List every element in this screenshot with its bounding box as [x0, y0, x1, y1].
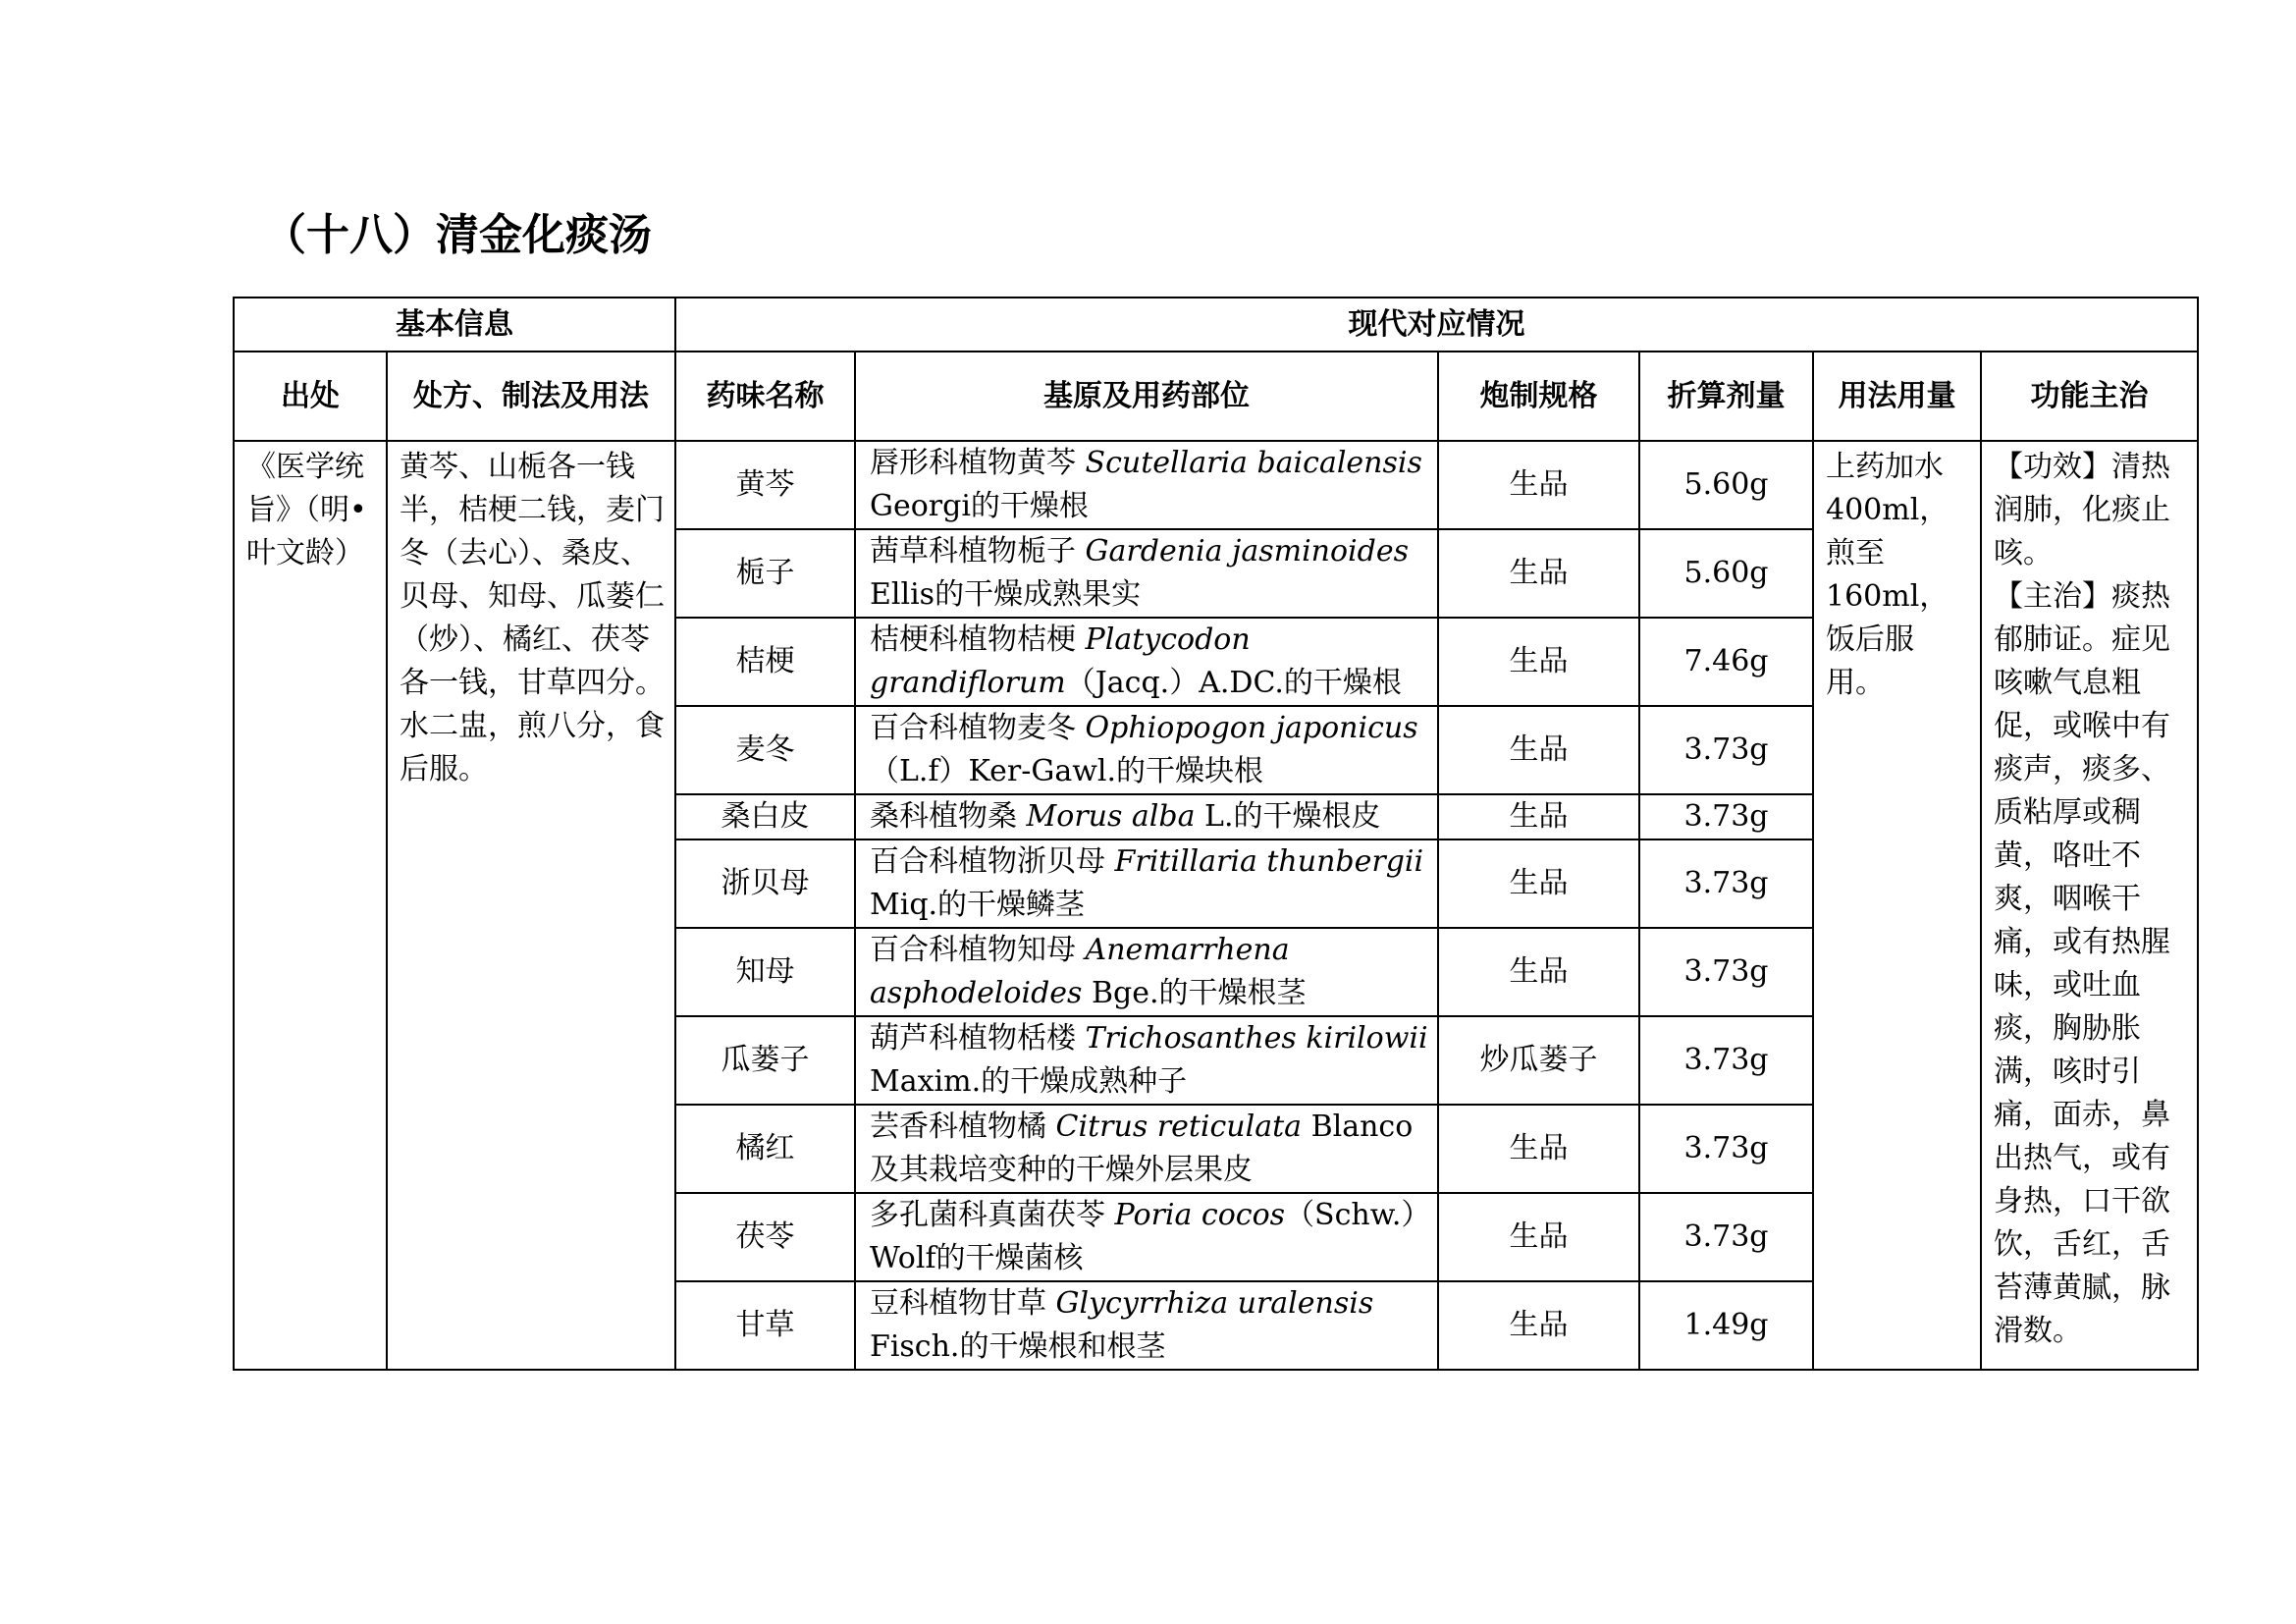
processing-cell: 炒瓜蒌子 [1438, 1016, 1639, 1105]
origin-plant: 葫芦科植物栝楼 [870, 1021, 1086, 1056]
origin-plant: 豆科植物甘草 [870, 1286, 1056, 1321]
col-header-usage: 用法用量 [1813, 352, 1981, 441]
prescription-cell [387, 441, 675, 1370]
processing-cell: 生品 [1438, 618, 1639, 706]
dosage-cell: 3.73g [1639, 706, 1813, 794]
prescription-paragraph: 水二盅，煎八分，食后服。 [400, 709, 665, 786]
column-header-row [234, 352, 2198, 441]
herb-name-cell: 知母 [675, 928, 855, 1016]
origin-plant: 芸香科植物橘 [870, 1110, 1056, 1144]
processing-cell: 生品 [1438, 706, 1639, 794]
latin-name: Scutellaria baicalensis [1085, 446, 1422, 480]
herb-name-cell: 瓜蒌子 [675, 1016, 855, 1105]
prescription-table [233, 297, 2199, 1371]
origin-part: L.的干燥根皮 [1195, 799, 1381, 834]
processing-cell: 生品 [1438, 1105, 1639, 1193]
latin-name: Morus alba [1026, 799, 1196, 834]
dosage-cell: 7.46g [1639, 618, 1813, 706]
dosage-cell: 3.73g [1639, 839, 1813, 928]
dosage-cell: 5.60g [1639, 529, 1813, 618]
dosage-cell: 1.49g [1639, 1281, 1813, 1370]
origin-cell [855, 1193, 1438, 1281]
origin-part: Georgi的干燥根 [870, 489, 1089, 523]
latin-name: Citrus reticulata [1055, 1110, 1303, 1144]
origin-cell [855, 839, 1438, 928]
col-header-prescription: 处方、制法及用法 [387, 352, 675, 441]
usage-cell: 上药加水400ml，煎至160ml，饭后服用。 [1813, 441, 1981, 1370]
group-header-row [234, 298, 2198, 352]
section-title: （十八）清金化痰汤 [263, 210, 652, 260]
origin-cell [855, 618, 1438, 706]
origin-cell [855, 928, 1438, 1016]
processing-cell: 生品 [1438, 839, 1639, 928]
origin-part: Fisch.的干燥根和根茎 [870, 1329, 1166, 1364]
latin-name: Poria cocos [1114, 1198, 1286, 1232]
col-header-dosage: 折算剂量 [1639, 352, 1813, 441]
dosage-cell: 3.73g [1639, 1105, 1813, 1193]
origin-part: （Jacq.）A.DC.的干燥根 [1065, 666, 1402, 700]
basic-info-header: 基本信息 [234, 298, 675, 352]
origin-plant: 百合科植物麦冬 [870, 711, 1086, 745]
origin-part: Bge.的干燥根茎 [1082, 976, 1307, 1010]
latin-name: Platycodon grandiflorum [870, 623, 1251, 700]
herb-name-cell: 栀子 [675, 529, 855, 618]
function-paragraph: 【主治】痰热郁肺证。症见咳嗽气息粗促，或喉中有痰声，痰多、质粘厚或稠黄，咯吐不爽，咽喉干痛，或有热腥味，或吐血痰，胸胁胀满，咳时引痛，面赤，鼻出热气，或有身热，口干欲饮，舌红，舌苔薄黄腻，脉滑数。 [1994, 579, 2170, 1348]
function-cell [1981, 441, 2198, 1370]
origin-cell [855, 706, 1438, 794]
latin-name: Gardenia jasminoides [1085, 534, 1409, 568]
latin-name: Anemarrhena asphodeloides [870, 933, 1290, 1010]
origin-plant: 桑科植物桑 [870, 799, 1027, 834]
origin-part: （L.f）Ker-Gawl.的干燥块根 [870, 754, 1264, 788]
table-row [234, 441, 2198, 529]
origin-cell [855, 441, 1438, 529]
processing-cell: 生品 [1438, 441, 1639, 529]
origin-cell [855, 1281, 1438, 1370]
origin-plant: 百合科植物知母 [870, 933, 1086, 967]
modern-info-header: 现代对应情况 [675, 298, 2198, 352]
col-header-processing: 炮制规格 [1438, 352, 1639, 441]
col-header-function: 功能主治 [1981, 352, 2198, 441]
origin-plant: 桔梗科植物桔梗 [870, 623, 1086, 657]
col-header-origin: 基原及用药部位 [855, 352, 1438, 441]
origin-cell [855, 529, 1438, 618]
processing-cell: 生品 [1438, 529, 1639, 618]
herb-name-cell: 黄芩 [675, 441, 855, 529]
col-header-source: 出处 [234, 352, 387, 441]
prescription-paragraph: 黄芩、山栀各一钱半，桔梗二钱，麦门冬（去心）、桑皮、贝母、知母、瓜蒌仁（炒）、橘红、茯苓各一钱，甘草四分。 [400, 450, 665, 700]
herb-name-cell: 甘草 [675, 1281, 855, 1370]
origin-part: Maxim.的干燥成熟种子 [870, 1064, 1188, 1099]
origin-cell [855, 794, 1438, 839]
origin-plant: 百合科植物浙贝母 [870, 844, 1115, 879]
latin-name: Ophiopogon japonicus [1085, 711, 1418, 745]
herb-name-cell: 茯苓 [675, 1193, 855, 1281]
processing-cell: 生品 [1438, 1193, 1639, 1281]
herb-name-cell: 橘红 [675, 1105, 855, 1193]
origin-cell [855, 1016, 1438, 1105]
origin-plant: 唇形科植物黄芩 [870, 446, 1086, 480]
latin-name: Fritillaria thunbergii [1114, 844, 1424, 879]
dosage-cell: 3.73g [1639, 794, 1813, 839]
origin-part: Blanco 及其栽培变种的干燥外层果皮 [870, 1110, 1414, 1187]
origin-cell [855, 1105, 1438, 1193]
origin-plant: 茜草科植物栀子 [870, 534, 1086, 568]
latin-name: Glycyrrhiza uralensis [1055, 1286, 1374, 1321]
herb-name-cell: 麦冬 [675, 706, 855, 794]
function-paragraph: 【功效】清热润肺，化痰止咳。 [1994, 450, 2170, 570]
table-body [234, 441, 2198, 1370]
origin-plant: 多孔菌科真菌茯苓 [870, 1198, 1115, 1232]
latin-name: Trichosanthes kirilowii [1085, 1021, 1428, 1056]
source-cell: 《医学统旨》（明•叶文龄） [234, 441, 387, 1370]
col-header-herb-name: 药味名称 [675, 352, 855, 441]
dosage-cell: 3.73g [1639, 928, 1813, 1016]
processing-cell: 生品 [1438, 1281, 1639, 1370]
origin-part: （Schw.）Wolf的干燥菌核 [870, 1198, 1416, 1275]
herb-name-cell: 桔梗 [675, 618, 855, 706]
dosage-cell: 3.73g [1639, 1016, 1813, 1105]
origin-part: Miq.的干燥鳞茎 [870, 888, 1086, 922]
dosage-cell: 5.60g [1639, 441, 1813, 529]
herb-name-cell: 桑白皮 [675, 794, 855, 839]
herb-name-cell: 浙贝母 [675, 839, 855, 928]
processing-cell: 生品 [1438, 928, 1639, 1016]
origin-part: Ellis的干燥成熟果实 [870, 577, 1142, 612]
dosage-cell: 3.73g [1639, 1193, 1813, 1281]
processing-cell: 生品 [1438, 794, 1639, 839]
